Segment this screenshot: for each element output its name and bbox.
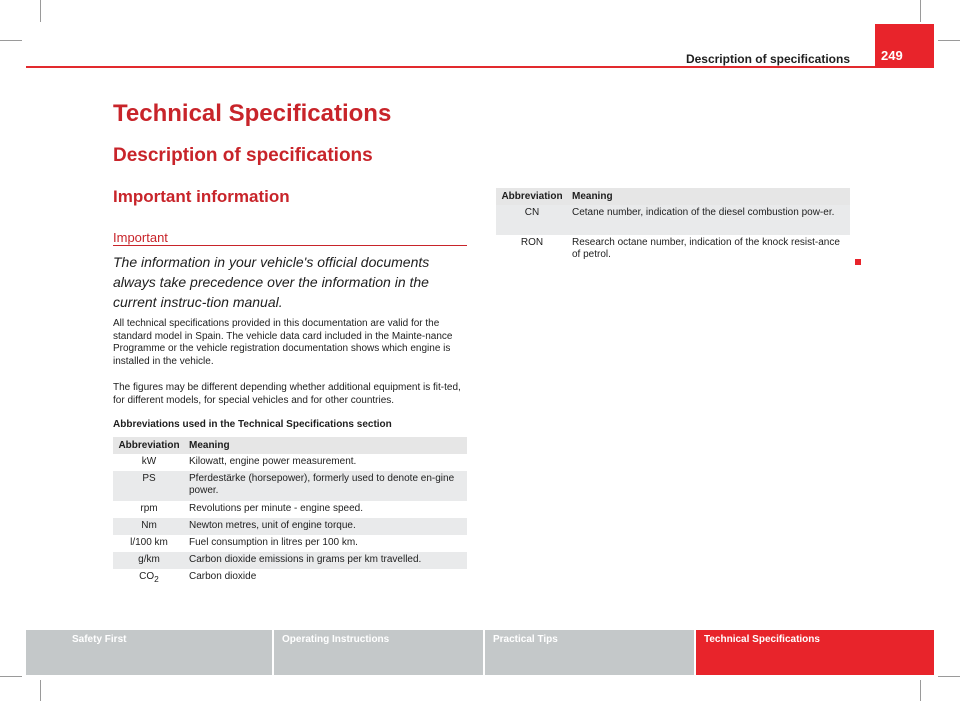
paragraph-figures: The figures may be different depending whether additional equipment is fit-ted, for different models, for special vehicles and for other countries. <box>113 382 461 406</box>
subscript: 2 <box>154 574 159 584</box>
footer-tab-practical-tips[interactable]: Practical Tips <box>485 630 694 675</box>
crop-mark <box>920 0 921 22</box>
section-title: Description of specifications <box>113 145 373 166</box>
meaning-cell: Fuel consumption in litres per 100 km. <box>185 535 467 552</box>
abbreviation-cell: $CO_2$ <box>113 569 185 588</box>
column-header: Abbreviation <box>113 437 185 454</box>
crop-mark <box>40 680 41 701</box>
table-row <box>113 535 467 552</box>
important-rule <box>113 245 467 246</box>
table-row <box>496 205 850 235</box>
crop-mark <box>920 680 921 701</box>
page-number: 249 <box>875 24 934 68</box>
abbreviation-cell: PS <box>113 471 185 501</box>
running-head: Description of specifications <box>685 52 850 66</box>
section-end-marker <box>855 259 861 265</box>
meaning-cell: Revolutions per minute - engine speed. <box>185 501 467 518</box>
abbreviation-cell: Nm <box>113 518 185 535</box>
abbreviation-cell: rpm <box>113 501 185 518</box>
crop-mark <box>0 40 22 41</box>
important-note: The information in your vehicle's official documents always take precedence over the information in the current instruc-tion manual. <box>113 254 430 310</box>
chapter-title: Technical Specifications <box>113 100 392 127</box>
table-row <box>496 235 850 265</box>
meaning-cell: Cetane number, indication of the diesel combustion pow-er. <box>568 205 850 235</box>
table-header-row <box>496 188 850 205</box>
fuel-abbreviations-table <box>496 188 850 265</box>
table-row <box>113 501 467 518</box>
meaning-cell: Newton metres, unit of engine torque. <box>185 518 467 535</box>
column-header: Meaning <box>568 188 850 205</box>
crop-mark <box>938 676 960 677</box>
table-row <box>113 569 467 588</box>
meaning-cell: Kilowatt, engine power measurement. <box>185 454 467 471</box>
abbreviation-cell: RON <box>496 235 568 265</box>
meaning-cell: Carbon dioxide emissions in grams per km travelled. <box>185 552 467 569</box>
crop-mark <box>0 676 22 677</box>
column-header: Abbreviation <box>496 188 568 205</box>
abbreviations-table <box>113 437 467 588</box>
crop-mark <box>40 0 41 22</box>
table-row <box>113 552 467 569</box>
table-header-row <box>113 437 467 454</box>
footer-tab-technical-specifications[interactable]: Technical Specifications <box>696 630 934 675</box>
meaning-cell: Carbon dioxide <box>185 569 467 588</box>
table-row <box>113 518 467 535</box>
footer-tab-operating-instructions[interactable]: Operating Instructions <box>274 630 483 675</box>
paragraph-validity: All technical specifications provided in this documentation are valid for the standard model in Spain. The vehicle data card included in the Mainte-nance Programme or the vehicle registration documentation shows which engine is installed in the vehicle. <box>113 318 453 367</box>
important-heading: Important <box>113 230 168 245</box>
crop-mark <box>938 40 960 41</box>
subsection-title: Important information <box>113 187 290 206</box>
footer-tab-safety-first[interactable]: Safety First <box>26 630 272 675</box>
header-rule <box>26 66 875 68</box>
abbreviations-heading: Abbreviations used in the Technical Specifications section <box>113 419 392 430</box>
abbreviation-cell: CN <box>496 205 568 235</box>
abbreviation-cell: l/100 km <box>113 535 185 552</box>
meaning-cell: Pferdestärke (horsepower), formerly used to denote en-gine power. <box>185 471 467 501</box>
meaning-cell: Research octane number, indication of the knock resist-ance of petrol. <box>568 235 850 265</box>
abbreviation-cell: g/km <box>113 552 185 569</box>
table-row <box>113 454 467 471</box>
abbreviation-cell: kW <box>113 454 185 471</box>
table-row <box>113 471 467 501</box>
column-header: Meaning <box>185 437 467 454</box>
